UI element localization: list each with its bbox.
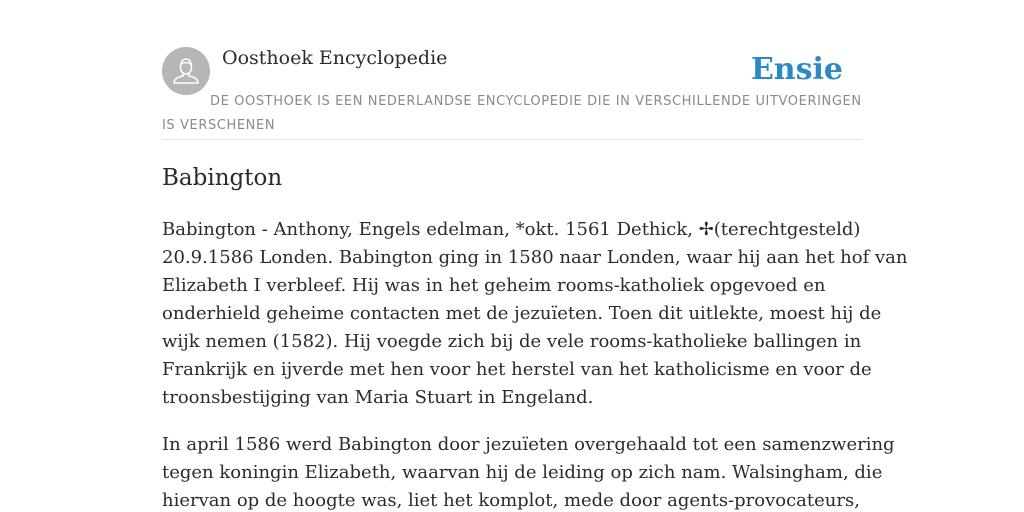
avatar[interactable] (162, 47, 210, 95)
paragraph-line: In april 1586 werd Babington door jezuïeten overgehaald tot een samenzwering (162, 434, 895, 455)
paragraph-line: Babington - Anthony, Engels edelman, *okt. 1561 Dethick, ✢(terechtgesteld) (162, 219, 861, 240)
paragraph-line: troonsbestijging van Maria Stuart in Engeland. (162, 387, 594, 408)
article-paragraph (162, 216, 908, 412)
paragraph-line: wijk nemen (1582). Hij voegde zich bij de vele rooms-katholieke ballingen in (162, 331, 862, 352)
article-title: Babington (162, 165, 283, 191)
site-header (162, 46, 862, 140)
article-paragraph (162, 431, 895, 512)
paragraph-line: onderhield geheime contacten met de jezuïeten. Toen dit uitlekte, moest hij de (162, 303, 882, 324)
paragraph-line: Elizabeth I verbleef. Hij was in het geheim rooms-katholiek opgevoed en (162, 275, 826, 296)
paragraph-line: hiervan op de hoogte was, liet het komplot, mede door agents-provocateurs, (162, 490, 860, 511)
site-tagline: DE OOSTHOEK IS EEN NEDERLANDSE ENCYCLOPEDIE DIE IN VERSCHILLENDE UITVOERINGEN IS VERSCHENEN (162, 94, 862, 133)
brand-logo[interactable]: Ensie (750, 52, 843, 87)
paragraph-line: tegen koningin Elizabeth, waarvan hij de leiding op zich nam. Walsingham, die (162, 462, 883, 483)
paragraph-line: 20.9.1586 Londen. Babington ging in 1580 naar Londen, waar hij aan het hof van (162, 247, 908, 268)
paragraph-line: Frankrijk en ijverde met hen voor het herstel van het katholicisme en voor de (162, 359, 872, 380)
site-title[interactable]: Oosthoek Encyclopedie (222, 47, 448, 69)
user-silhouette-icon (162, 47, 210, 95)
